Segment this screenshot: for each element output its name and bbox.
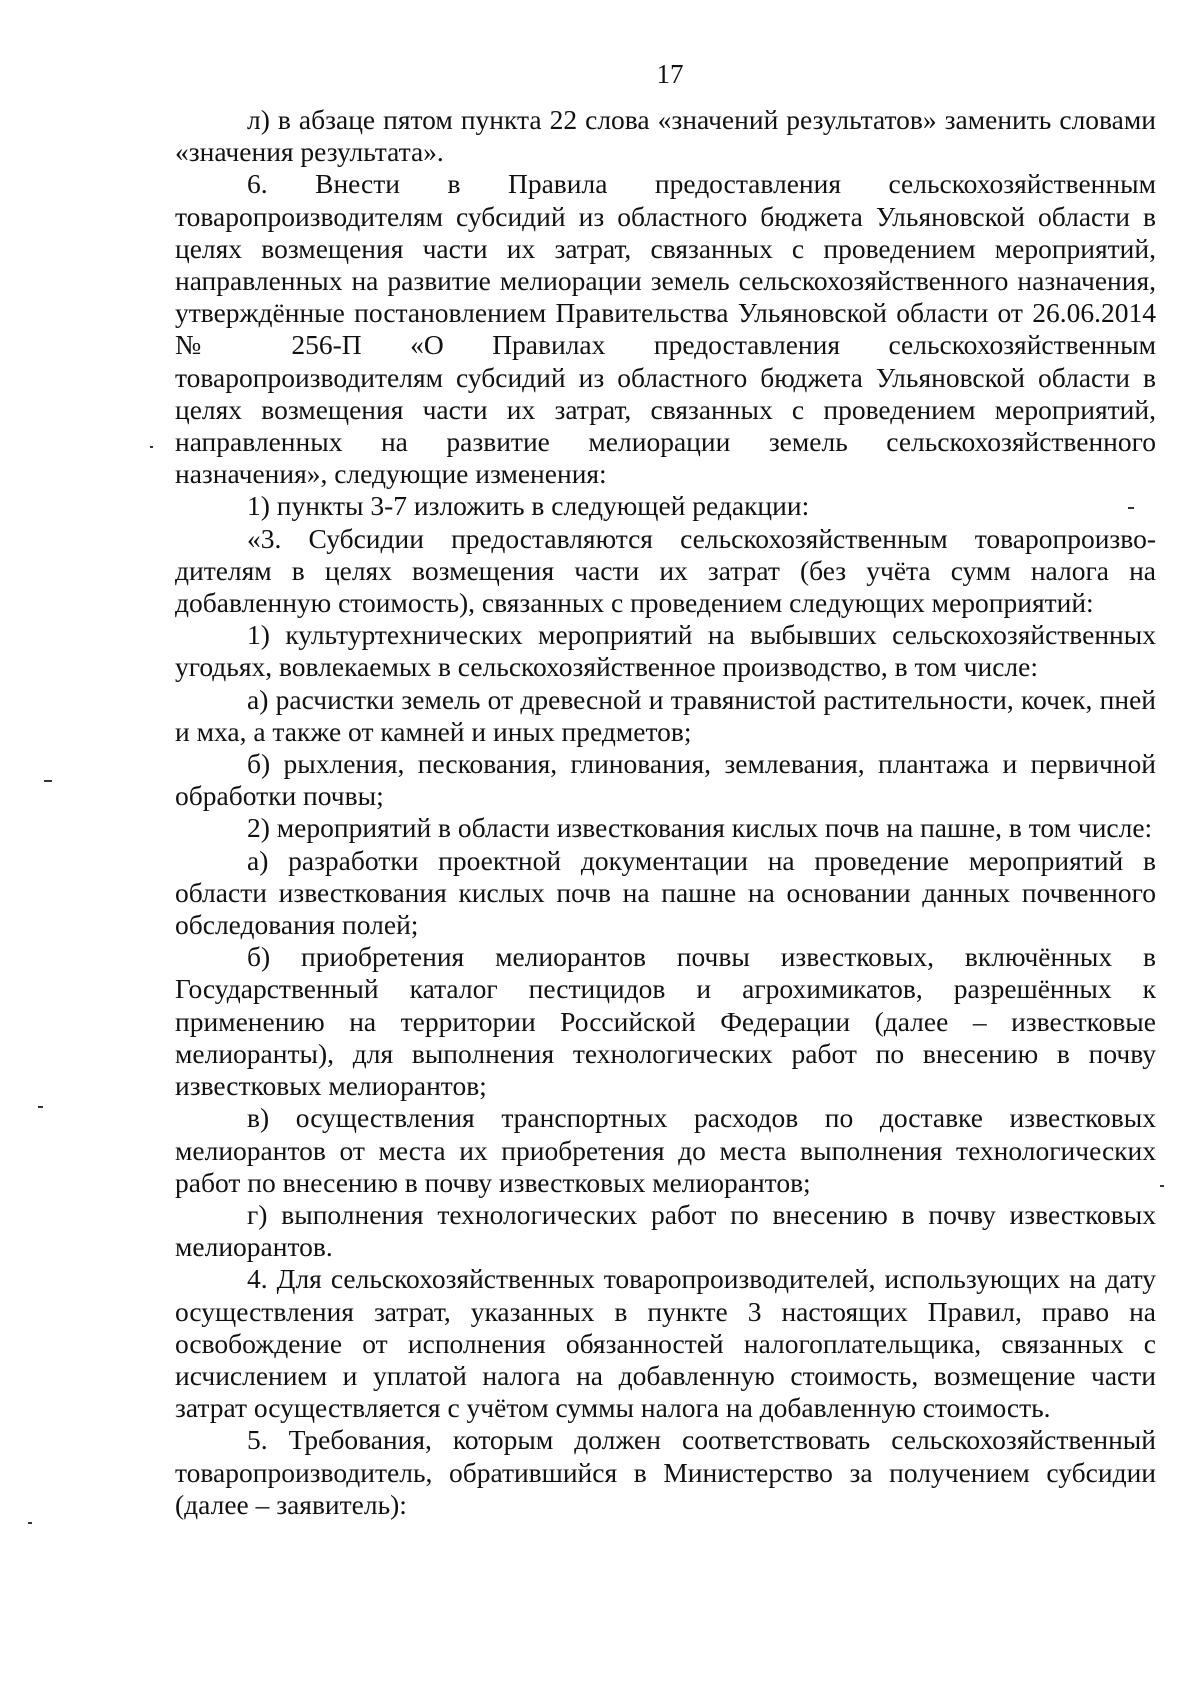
- paragraph-item-3-2-a: а) разработки проектной документации на проведение мероприятий в области известкования кислых почв на пашне на основании данных почвенного обследования полей;: [175, 844, 1156, 941]
- paragraph-l: л) в абзаце пятом пункта 22 слова «значений результатов» заменить словами «значения результата».: [175, 104, 1156, 168]
- scan-speck: [38, 1106, 43, 1108]
- scan-speck: [44, 780, 52, 782]
- paragraph-item-3-2: 2) мероприятий в области известкования кислых почв на пашне, в том числе:: [247, 812, 1153, 844]
- document-body: [175, 104, 1156, 1521]
- paragraph-item-3-2-g: г) выполнения технологических работ по внесению в почву известковых мелиорантов.: [175, 1198, 1156, 1263]
- paragraph-item-5: 5. Требования, которым должен соответствовать сельскохозяйственный товаропроизводитель, обратившийся в Министерство за получением субсидии (далее – заявитель):: [175, 1424, 1156, 1520]
- scan-speck: [150, 446, 153, 448]
- paragraph-subitem-1: 1) пункты 3-7 изложить в следующей редакции:: [247, 490, 810, 522]
- scan-speck: [1128, 507, 1134, 509]
- paragraph-item-3-2-v: в) осуществления транспортных расходов по доставке известковых мелиорантов от места их приобретения до места выполнения технологических работ по внесению в почву известковых мелиорантов;: [175, 1102, 1156, 1198]
- page-number: 17: [656, 59, 684, 89]
- paragraph-item-3-2-b: б) приобретения мелиорантов почвы известковых, включённых в Государственный каталог пестицидов и агрохимикатов, разрешённых к применению на территории Российской Федерации (далее – известковые мелиоранты), для выполнения технологических работ по внесению в почву известковых мелиорантов;: [175, 941, 1156, 1102]
- paragraph-item-3: «3. Субсидии предоставляются сельскохозяйственным товаропроизво-дителям в целях возмещения части их затрат (без учёта сумм налога на добавленную стоимость), связанных с проведением следующих мероприятий:: [175, 522, 1156, 619]
- paragraph-item-4: 4. Для сельскохозяйственных товаропроизводителей, использующих на дату осуществления затрат, указанных в пункте 3 настоящих Правил, право на освобождение от исполнения обязанностей налогоплательщика, связанных с исчислением и уплатой налога на добавленную стоимость, возмещение части затрат осуществляется с учётом суммы налога на добавленную стоимость.: [175, 1263, 1156, 1424]
- paragraph-item-6: 6. Внести в Правила предоставления сельскохозяйственным товаропроизводителям субсидий из областного бюджета Ульяновской области в целях возмещения части их затрат, связанных с проведением мероприятий, направленных на развитие мелиорации земель сельскохозяйственного назначения, утверждённые постановлением Правительства Ульяновской области от 26.06.2014 № 256-П «О Правилах предоставления сельскохозяйственным товаропроизводителям субсидий из областного бюджета Ульяновской области в целях возмещения части их затрат, связанных с проведением мероприятий, направленных на развитие мелиорации земель сельскохозяйственного назначения», следующие изменения:: [175, 168, 1156, 490]
- paragraph-item-3-1-b: б) рыхления, пескования, глинования, землевания, плантажа и первичной обработки почвы;: [175, 748, 1156, 812]
- paragraph-item-3-1: 1) культуртехнических мероприятий на выбывших сельскохозяйственных угодьях, вовлекаемых в сельскохозяйственное производство, в том числе:: [175, 619, 1156, 683]
- scan-speck: [1160, 1185, 1164, 1187]
- scan-speck: [28, 1522, 32, 1524]
- paragraph-item-3-1-a: а) расчистки земель от древесной и травянистой растительности, кочек, пней и мха, а также от камней и иных предметов;: [175, 683, 1156, 747]
